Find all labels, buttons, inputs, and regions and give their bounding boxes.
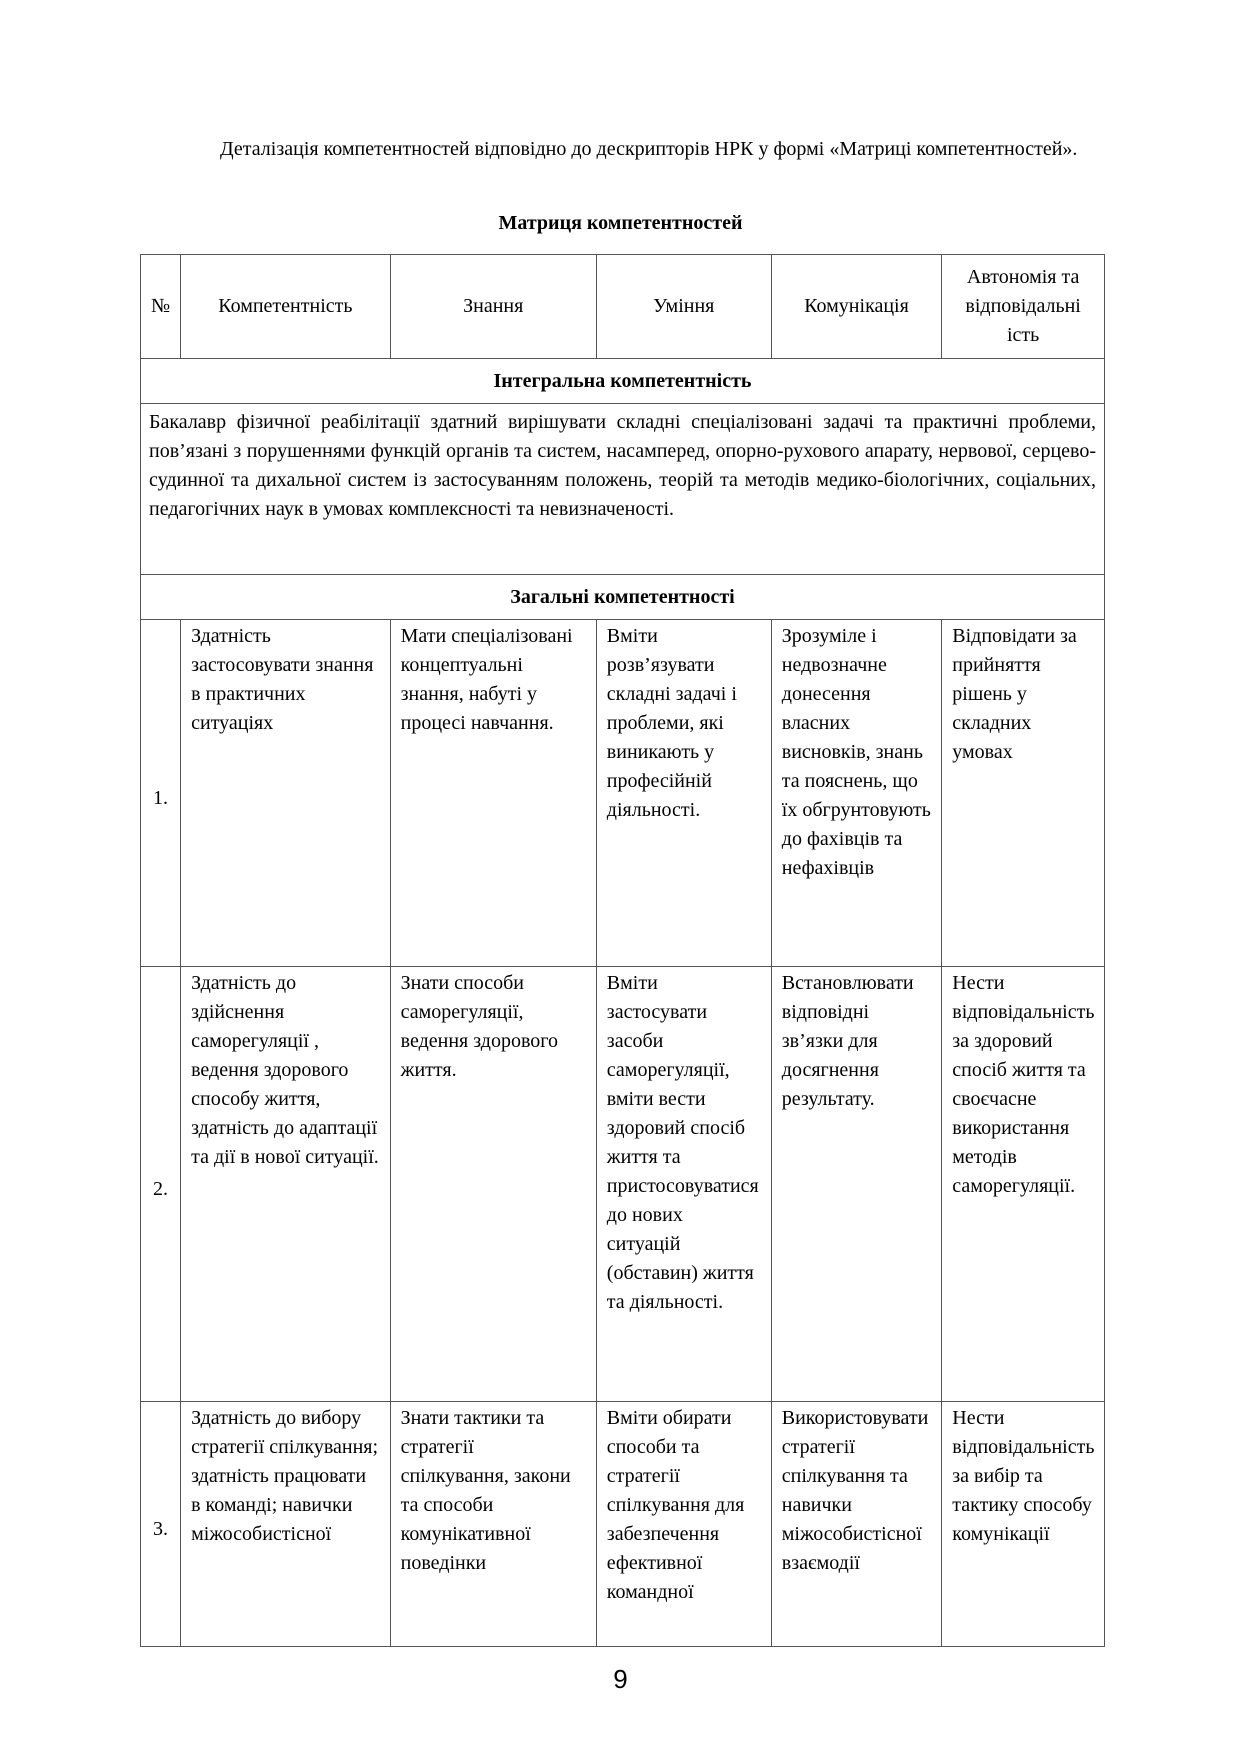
- communication-cell: Зрозуміле і недвозначне донесення власних висновків, знань та пояснень, що їх обгрунтовують до фахівців та нефахівців: [771, 620, 942, 967]
- autonomy-cell: Нести відповідальність за здоровий спосіб життя та своєчасне використання методів саморегуляції.: [942, 967, 1105, 1402]
- intro-paragraph: [150, 134, 1096, 164]
- knowledge-cell: Знати тактики та стратегії спілкування, закони та способи комунікативної поведінки: [390, 1402, 596, 1647]
- table-caption: Матриця компетентностей: [498, 212, 743, 234]
- table-row: [141, 1402, 1105, 1647]
- header-number: №: [141, 255, 181, 359]
- header-skills: Уміння: [596, 255, 771, 359]
- skills-cell: Вміти обирати способи та стратегії спілкування для забезпечення ефективної командної: [596, 1402, 771, 1647]
- skills-cell: Вміти застосувати засоби саморегуляції, вміти вести здоровий спосіб життя та пристосовуватися до нових ситуацій (обставин) життя та діяльності.: [596, 967, 771, 1402]
- row-number: 2.: [141, 967, 181, 1402]
- competence-cell: Здатність до вибору стратегії спілкування; здатність працювати в команді; навички міжособистісної: [181, 1402, 391, 1647]
- competence-cell: Здатність до здійснення саморегуляції , ведення здорового способу життя, здатність до адаптації та дії в нової ситуації.: [181, 967, 391, 1402]
- knowledge-cell: Знати способи саморегуляції, ведення здорового життя.: [390, 967, 596, 1402]
- row-number: 3.: [141, 1402, 181, 1647]
- table-row: [141, 967, 1105, 1402]
- general-title-row: [141, 575, 1105, 620]
- intro-text: Деталізація компетентностей відповідно до дескрипторів НРК у формі «Матриці компетентностей».: [220, 138, 1078, 160]
- skills-cell: Вміти розв’язувати складні задачі і проблеми, які виникають у професійній діяльності.: [596, 620, 771, 967]
- header-autonomy: Автономія та відповідальні ість: [942, 255, 1105, 359]
- competence-matrix-table: [140, 254, 1105, 1647]
- knowledge-cell: Мати спеціалізовані концептуальні знання, набуті у процесі навчання.: [390, 620, 596, 967]
- competence-cell: Здатність застосовувати знання в практичних ситуаціях: [181, 620, 391, 967]
- integral-title-row: [141, 359, 1105, 404]
- header-competence: Компетентність: [181, 255, 391, 359]
- header-row: [141, 255, 1105, 359]
- row-number: 1.: [141, 620, 181, 967]
- communication-cell: Встановлювати відповідні зв’язки для досягнення результату.: [771, 967, 942, 1402]
- header-communication: Комунікація: [771, 255, 942, 359]
- page-number: 9: [613, 1664, 628, 1694]
- autonomy-cell: Нести відповідальність за вибір та тактику способу комунікації: [942, 1402, 1105, 1647]
- integral-text-row: [141, 404, 1105, 575]
- communication-cell: Використовувати стратегії спілкування та навички міжособистісної взаємодії: [771, 1402, 942, 1647]
- integral-title: Інтегральна компетентність: [141, 359, 1105, 404]
- table-row: [141, 620, 1105, 967]
- autonomy-cell: Відповідати за прийняття рішень у складних умовах: [942, 620, 1105, 967]
- general-title: Загальні компетентності: [141, 575, 1105, 620]
- header-knowledge: Знання: [390, 255, 596, 359]
- integral-text: Бакалавр фізичної реабілітації здатний вирішувати складні спеціалізовані задачі та практичні проблеми, пов’язані з порушеннями функцій органів та систем, насамперед, опорно-рухового апарату, нервової, серцево-судинної та дихальної систем із застосуванням положень, теорій та методів медико-біологічних, соціальних, педагогічних наук в умовах комплексності та невизначеності.: [141, 404, 1105, 575]
